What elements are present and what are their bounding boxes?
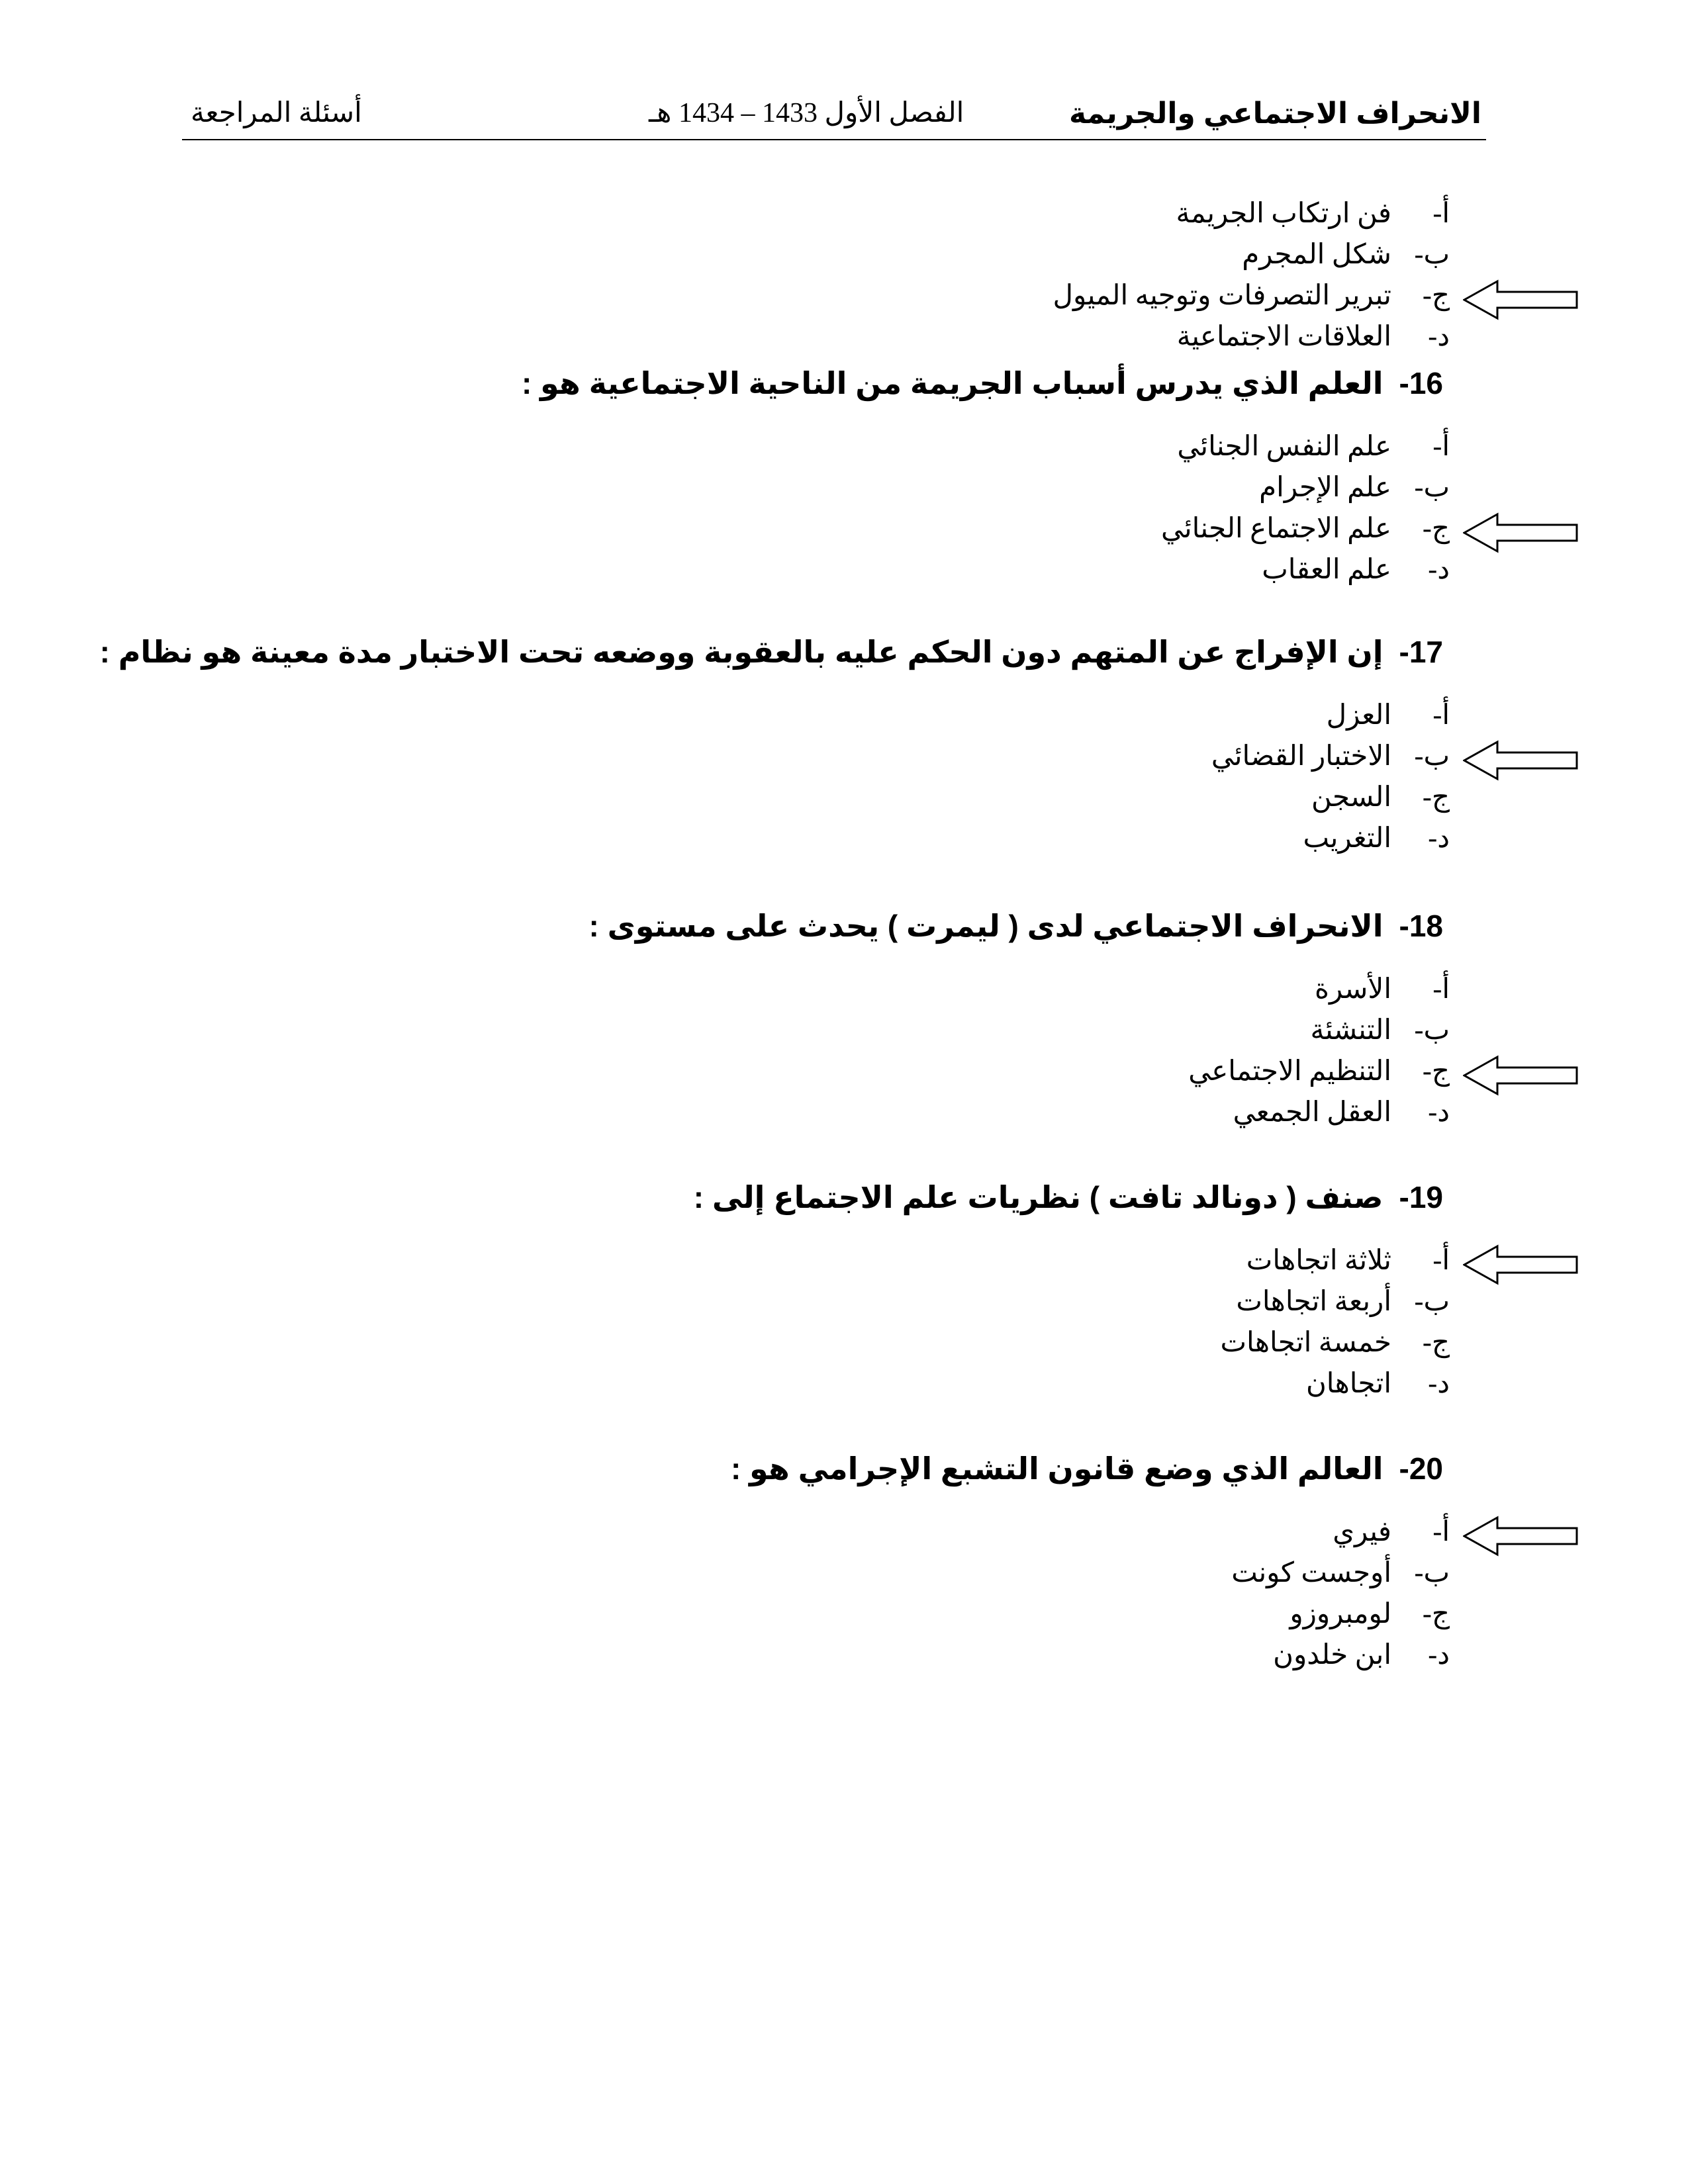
option-text: خمسة اتجاهات	[1220, 1328, 1391, 1358]
option-letter: د-	[1428, 823, 1450, 854]
section-label: أسئلة المراجعة	[191, 98, 362, 128]
option-q15-b	[1242, 241, 1450, 269]
question-text: صنف ( دونالد تافت ) نظريات علم الاجتماع إلى :	[693, 1180, 1383, 1214]
option-q20-a	[1333, 1518, 1450, 1546]
question-19	[694, 1182, 1443, 1212]
option-text: أربعة اتجاهات	[1236, 1287, 1391, 1317]
option-letter: د-	[1428, 1097, 1450, 1128]
left-arrow-icon	[1463, 1055, 1579, 1096]
left-arrow-icon	[1463, 1244, 1579, 1285]
option-text: أوجست كونت	[1231, 1558, 1391, 1588]
option-q19-b	[1236, 1288, 1450, 1316]
question-number: 17-	[1399, 635, 1443, 669]
question-16	[522, 368, 1443, 398]
option-q17-d	[1303, 825, 1450, 852]
option-text: علم الإجرام	[1259, 473, 1391, 503]
question-number: 20-	[1399, 1451, 1443, 1486]
option-letter: د-	[1428, 1369, 1450, 1399]
option-letter: ج-	[1422, 1328, 1450, 1358]
option-q20-d	[1273, 1641, 1450, 1669]
option-q16-c	[1161, 515, 1450, 543]
option-q15-a	[1176, 200, 1450, 228]
option-q17-c	[1311, 784, 1450, 811]
course-title: الانحراف الاجتماعي والجريمة	[1069, 97, 1481, 130]
question-text: الانحراف الاجتماعي لدى ( ليمرت ) يحدث على مستوى :	[588, 909, 1383, 943]
option-text: ابن خلدون	[1273, 1640, 1391, 1670]
option-text: السجن	[1311, 782, 1391, 813]
option-letter: أ-	[1432, 700, 1450, 731]
option-text: علم الاجتماع الجنائي	[1160, 514, 1391, 544]
option-letter: د-	[1428, 322, 1450, 352]
question-text: إن الإفراج عن المتهم دون الحكم عليه بالعقوبة ووضعه تحت الاختبار مدة معينة هو نظام :	[99, 635, 1383, 669]
term-label: الفصل الأول 1433 – 1434 هـ	[649, 98, 964, 128]
option-letter: أ-	[1432, 1517, 1450, 1547]
question-number: 19-	[1399, 1180, 1443, 1214]
option-q15-c	[1053, 282, 1450, 310]
option-q18-c	[1188, 1058, 1450, 1085]
option-letter: أ-	[1432, 974, 1450, 1005]
question-number: 18-	[1399, 909, 1443, 943]
option-letter: ج-	[1422, 281, 1450, 311]
option-q20-b	[1231, 1559, 1450, 1587]
left-arrow-icon	[1463, 1516, 1579, 1557]
option-q20-c	[1289, 1600, 1450, 1628]
option-text: اتجاهان	[1305, 1369, 1391, 1399]
option-letter: ج-	[1422, 514, 1450, 544]
option-q15-d	[1177, 323, 1450, 351]
question-17	[100, 637, 1443, 667]
option-letter: ب-	[1414, 1558, 1450, 1588]
option-letter: ب-	[1414, 473, 1450, 503]
question-18	[588, 911, 1443, 941]
question-text: العالم الذي وضع قانون التشبع الإجرامي هو :	[730, 1451, 1383, 1486]
option-text: الأسرة	[1315, 974, 1391, 1005]
option-text: التنظيم الاجتماعي	[1188, 1056, 1391, 1087]
left-arrow-icon	[1463, 740, 1579, 781]
option-text: علم العقاب	[1262, 555, 1391, 585]
option-q17-a	[1327, 702, 1450, 729]
option-q18-a	[1315, 976, 1450, 1003]
option-text: العلاقات الاجتماعية	[1176, 322, 1391, 352]
option-letter: ب-	[1414, 240, 1450, 270]
option-letter: د-	[1428, 555, 1450, 585]
option-letter: ج-	[1422, 782, 1450, 813]
option-text: شكل المجرم	[1242, 240, 1391, 270]
option-text: تبرير التصرفات وتوجيه الميول	[1053, 281, 1391, 311]
option-q18-d	[1233, 1099, 1450, 1126]
option-text: علم النفس الجنائي	[1177, 432, 1391, 462]
option-text: العزل	[1326, 700, 1391, 731]
option-letter: أ-	[1432, 199, 1450, 229]
option-letter: ج-	[1422, 1056, 1450, 1087]
option-letter: أ-	[1432, 432, 1450, 462]
option-q17-b	[1211, 743, 1450, 770]
question-number: 16-	[1399, 366, 1443, 400]
option-q19-d	[1306, 1370, 1450, 1398]
option-text: ثلاثة اتجاهات	[1246, 1246, 1391, 1276]
option-letter: ب-	[1414, 1015, 1450, 1046]
option-text: التنشئة	[1310, 1015, 1391, 1046]
option-q18-b	[1311, 1017, 1450, 1044]
option-letter: د-	[1428, 1640, 1450, 1670]
option-letter: ج-	[1422, 1599, 1450, 1629]
option-letter: أ-	[1432, 1246, 1450, 1276]
option-text: فن ارتكاب الجريمة	[1176, 199, 1391, 229]
option-q16-d	[1262, 556, 1450, 584]
left-arrow-icon	[1463, 512, 1579, 553]
option-letter: ب-	[1414, 741, 1450, 772]
left-arrow-icon	[1463, 279, 1579, 320]
question-20	[731, 1453, 1443, 1484]
option-text: لومبروزو	[1289, 1599, 1391, 1629]
option-text: التغريب	[1303, 823, 1391, 854]
option-text: فيري	[1333, 1517, 1391, 1547]
option-letter: ب-	[1414, 1287, 1450, 1317]
option-text: الاختبار القضائي	[1211, 741, 1391, 772]
option-q16-a	[1177, 433, 1450, 461]
option-text: العقل الجمعي	[1233, 1097, 1391, 1128]
option-q19-a	[1246, 1247, 1450, 1275]
question-text: العلم الذي يدرس أسباب الجريمة من الناحية الاجتماعية هو :	[521, 366, 1383, 400]
option-q19-c	[1221, 1329, 1450, 1357]
option-q16-b	[1259, 474, 1450, 502]
